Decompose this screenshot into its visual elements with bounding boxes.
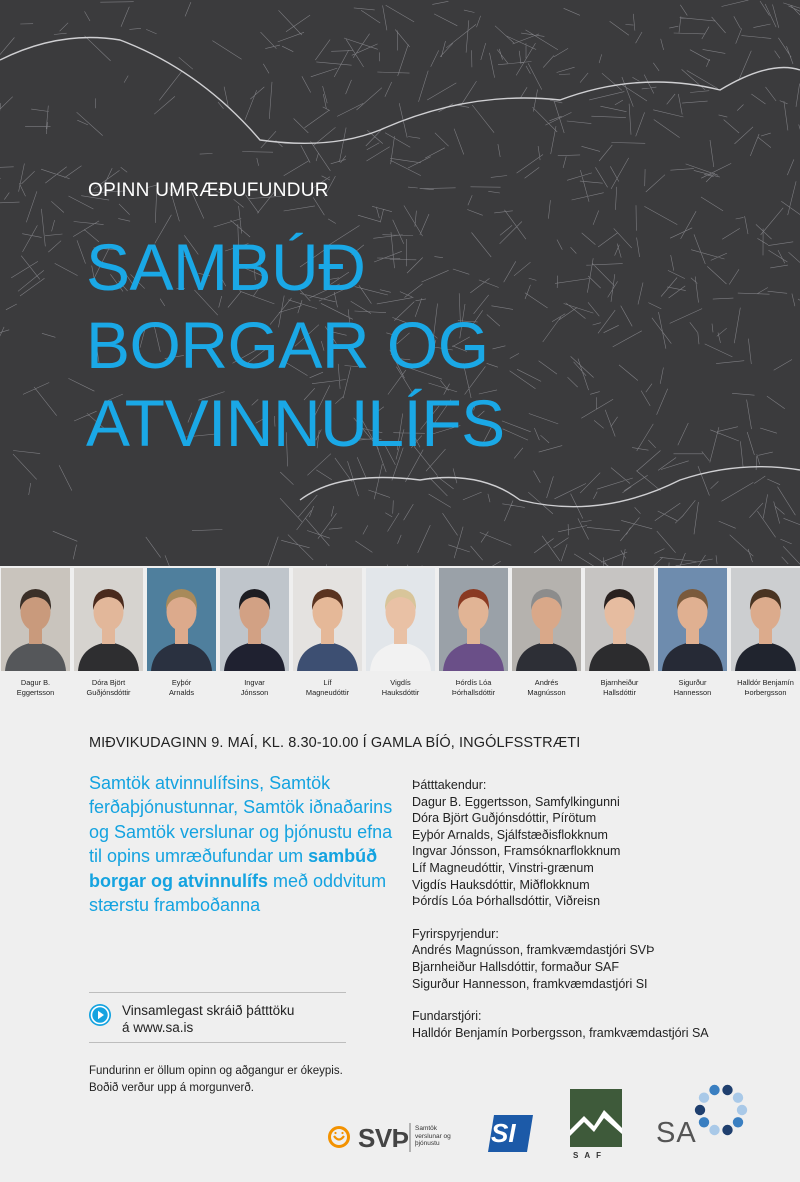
participant-name-line: Andrés bbox=[534, 678, 559, 687]
participant-photo bbox=[1, 568, 70, 671]
divider bbox=[89, 1042, 346, 1043]
headline-line: BORGAR OG bbox=[86, 308, 489, 382]
participant-name bbox=[214, 678, 295, 697]
speaker-list bbox=[412, 794, 782, 910]
participant-photo bbox=[585, 568, 654, 671]
participant-name bbox=[506, 678, 587, 697]
speaker-list-item: Halldór Benjamín Þorbergsson, framkvæmdastjóri SA bbox=[412, 1025, 709, 1040]
speaker-group bbox=[412, 1008, 782, 1041]
speaker-list-item: Þórdís Lóa Þórhallsdóttir, Viðreisn bbox=[412, 894, 601, 909]
play-icon bbox=[89, 1004, 111, 1026]
participant-name-line: Halldór Benjamín bbox=[737, 678, 794, 687]
participant-name-line: Dóra Björt bbox=[91, 678, 126, 687]
divider bbox=[89, 992, 346, 993]
participant-name-line: Þórhallsdóttir bbox=[451, 687, 496, 697]
svth-logo-line: verslunar og bbox=[415, 1132, 451, 1140]
speaker-group bbox=[412, 926, 782, 992]
registration-line: Vinsamlegast skráið þátttöku bbox=[122, 1003, 295, 1018]
speaker-list-item: Eyþór Arnalds, Sjálfstæðisflokknum bbox=[412, 827, 608, 842]
svth-logo-line: Samtök bbox=[415, 1125, 438, 1132]
participant-name-line: Hannesson bbox=[673, 687, 712, 697]
speaker-list-item: Bjarnheiður Hallsdóttir, formaður SAF bbox=[412, 959, 620, 974]
participant-name-line: Magnússon bbox=[527, 687, 566, 697]
participant-name bbox=[725, 678, 800, 697]
participant-name bbox=[68, 678, 149, 697]
speaker-list-item: Sigurður Hannesson, framkvæmdastjóri SI bbox=[412, 976, 648, 991]
lead-paragraph bbox=[89, 771, 409, 917]
participant-name-line: Vigdís bbox=[390, 678, 411, 687]
participant-card bbox=[147, 568, 216, 702]
speaker-list-item: Andrés Magnússon, framkvæmdastjóri SVÞ bbox=[412, 943, 655, 958]
saf-logo-text: SAF bbox=[573, 1151, 607, 1160]
event-date: MIÐVIKUDAGINN 9. MAÍ bbox=[89, 735, 254, 751]
saf-logo-icon bbox=[570, 1089, 622, 1147]
participant-name-line: Arnalds bbox=[168, 687, 195, 697]
participant-name-line: Eggertsson bbox=[16, 687, 55, 697]
participant-name-line: Dagur B. bbox=[20, 678, 51, 687]
participant-card bbox=[293, 568, 362, 702]
registration-url[interactable]: á www.sa.is bbox=[122, 1020, 194, 1035]
participant-photo bbox=[658, 568, 727, 671]
sa-logo-icon bbox=[695, 1085, 747, 1135]
speaker-list-item: Ingvar Jónsson, Framsóknarflokknum bbox=[412, 844, 621, 859]
speaker-group-title: Fundarstjóri: bbox=[412, 1009, 482, 1024]
participant-name-line: Guðjónsdóttir bbox=[86, 687, 131, 697]
participant-name-line: Eyþór bbox=[171, 678, 192, 687]
participant-portraits bbox=[0, 568, 800, 702]
participant-name bbox=[433, 678, 514, 697]
speaker-list-item: Líf Magneudóttir, Vinstri-grænum bbox=[412, 860, 594, 875]
speaker-list bbox=[412, 942, 782, 992]
participant-photo bbox=[147, 568, 216, 671]
participant-card bbox=[731, 568, 800, 702]
participant-card bbox=[1, 568, 70, 702]
participant-name-line: Hauksdóttir bbox=[381, 687, 420, 697]
sa-logo-text: SA bbox=[656, 1117, 697, 1149]
participant-name-line: Jónsson bbox=[240, 687, 269, 697]
event-time-venue: , KL. 8.30-10.00 Í GAMLA BÍÓ, INGÓLFSSTRÆTI bbox=[253, 735, 581, 751]
participant-name bbox=[579, 678, 660, 697]
lead-text-bold: sambúð borgar og atvinnulífs bbox=[89, 846, 378, 891]
participant-photo bbox=[731, 568, 800, 671]
participant-name-line: Þórdís Lóa bbox=[455, 678, 492, 687]
participant-name-line: Ingvar bbox=[244, 678, 265, 687]
svth-logo-line: þjónustu bbox=[415, 1140, 440, 1148]
participant-photo bbox=[293, 568, 362, 671]
participant-name bbox=[141, 678, 222, 697]
map-header bbox=[0, 0, 800, 566]
headline-line: SAMBÚÐ bbox=[86, 230, 366, 304]
event-date-location bbox=[89, 735, 580, 751]
participant-photo bbox=[439, 568, 508, 671]
footnote-line: Boðið verður upp á morgunverð. bbox=[89, 1081, 254, 1094]
speaker-group-title: Þátttakendur: bbox=[412, 778, 487, 792]
speaker-group bbox=[412, 777, 782, 910]
speaker-lists bbox=[412, 777, 782, 1057]
organizer-logos bbox=[0, 1080, 800, 1180]
participant-card bbox=[512, 568, 581, 702]
lead-text: Samtök atvinnulífsins, Samtök ferðaþjónustunnar, Samtök iðnaðarins og Samtök verslunar og þjónustu efna til opins umræðufundar um bbox=[89, 773, 393, 867]
participant-card bbox=[439, 568, 508, 702]
participant-name bbox=[652, 678, 733, 697]
svth-logo-subtext bbox=[415, 1125, 451, 1148]
participant-name-line: Sigurður bbox=[678, 678, 707, 687]
speaker-list bbox=[412, 1025, 782, 1042]
participant-photo bbox=[220, 568, 289, 671]
si-logo-text: SI bbox=[491, 1118, 516, 1148]
registration-text bbox=[122, 1002, 352, 1036]
participant-name-line: Hallsdóttir bbox=[603, 687, 636, 697]
participant-name bbox=[360, 678, 441, 697]
lead-text: með oddvitum stærstu framboðanna bbox=[89, 870, 387, 916]
participant-name-line: Magneudóttir bbox=[305, 687, 350, 697]
speaker-list-item: Vigdís Hauksdóttir, Miðflokknum bbox=[412, 877, 590, 892]
participant-card bbox=[658, 568, 727, 702]
svth-logo-text: SVÞ bbox=[358, 1123, 409, 1153]
participant-photo bbox=[512, 568, 581, 671]
participant-name-line: Bjarnheiður bbox=[600, 678, 639, 687]
footnote-line: Fundurinn er öllum opinn og aðgangur er ókeypis. bbox=[89, 1065, 343, 1077]
participant-card bbox=[74, 568, 143, 702]
event-headline bbox=[86, 228, 505, 462]
participant-card bbox=[366, 568, 435, 702]
participant-photo bbox=[366, 568, 435, 671]
event-kicker: OPINN UMRÆÐUFUNDUR bbox=[88, 180, 329, 201]
participant-name bbox=[287, 678, 368, 697]
participant-card bbox=[220, 568, 289, 702]
speaker-list-item: Dagur B. Eggertsson, Samfylkingunni bbox=[412, 794, 620, 809]
speaker-group-title: Fyrirspyrjendur: bbox=[412, 926, 499, 941]
participant-card bbox=[585, 568, 654, 702]
speaker-list-item: Dóra Björt Guðjónsdóttir, Pírötum bbox=[412, 811, 597, 826]
participant-name bbox=[0, 678, 76, 697]
participant-name-line: Líf bbox=[323, 678, 332, 687]
participant-name-line: Þorbergsson bbox=[744, 687, 787, 697]
participant-photo bbox=[74, 568, 143, 671]
headline-line: ATVINNULÍFS bbox=[86, 386, 505, 460]
